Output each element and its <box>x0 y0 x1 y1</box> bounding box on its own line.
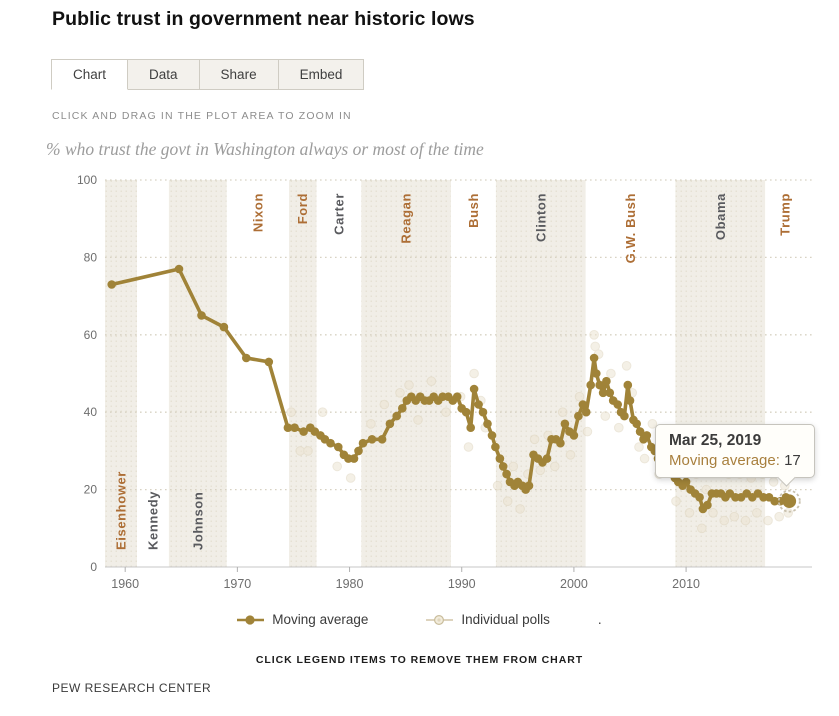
poll-point[interactable] <box>775 512 784 521</box>
highlighted-point[interactable] <box>783 494 797 508</box>
poll-point[interactable] <box>764 516 773 525</box>
data-point[interactable] <box>392 412 401 421</box>
poll-point[interactable] <box>516 505 525 514</box>
data-point[interactable] <box>643 431 652 440</box>
poll-point[interactable] <box>709 509 718 518</box>
data-point[interactable] <box>703 501 712 510</box>
poll-point[interactable] <box>615 423 624 432</box>
poll-point[interactable] <box>607 369 616 378</box>
president-label: Eisenhower <box>113 471 129 550</box>
poll-point[interactable] <box>558 408 567 417</box>
poll-point[interactable] <box>367 420 376 429</box>
data-point[interactable] <box>525 481 534 490</box>
y-axis-tick-label: 40 <box>83 405 97 420</box>
data-point[interactable] <box>586 381 595 390</box>
poll-point[interactable] <box>640 454 649 463</box>
president-label: Clinton <box>533 193 549 242</box>
data-point[interactable] <box>626 396 635 405</box>
data-point[interactable] <box>602 377 611 386</box>
legend-item-individual-polls[interactable] <box>426 612 550 627</box>
president-label: Bush <box>466 193 481 228</box>
tab-data[interactable]: Data <box>127 59 200 90</box>
y-axis-tick-label: 20 <box>83 482 97 497</box>
poll-point[interactable] <box>380 400 389 409</box>
tab-share[interactable]: Share <box>199 59 279 90</box>
data-point[interactable] <box>590 354 599 363</box>
legend-item-dot[interactable]: . <box>597 612 602 627</box>
data-point[interactable] <box>574 412 583 421</box>
poll-point[interactable] <box>333 462 342 471</box>
data-point[interactable] <box>354 447 363 456</box>
poll-point[interactable] <box>753 509 762 518</box>
poll-point[interactable] <box>530 435 539 444</box>
data-point[interactable] <box>359 439 368 448</box>
data-point[interactable] <box>582 408 591 417</box>
data-point[interactable] <box>695 493 704 502</box>
data-point[interactable] <box>290 423 299 432</box>
y-axis-tick-label: 100 <box>76 173 97 187</box>
data-point[interactable] <box>326 439 335 448</box>
poll-point[interactable] <box>741 516 750 525</box>
data-point[interactable] <box>453 392 462 401</box>
data-point[interactable] <box>543 454 552 463</box>
data-point[interactable] <box>620 412 629 421</box>
poll-point[interactable] <box>575 392 584 401</box>
tab-chart[interactable]: Chart <box>51 59 128 90</box>
data-point[interactable] <box>502 470 511 479</box>
individual-polls-marker-icon <box>426 614 453 626</box>
data-point[interactable] <box>479 408 488 417</box>
poll-point[interactable] <box>442 408 451 417</box>
poll-point[interactable] <box>672 497 681 506</box>
poll-point[interactable] <box>784 509 793 518</box>
y-axis-tick-label: 0 <box>90 560 97 574</box>
data-point[interactable] <box>624 381 633 390</box>
data-point[interactable] <box>462 408 471 417</box>
data-point[interactable] <box>470 385 479 394</box>
plot-area[interactable] <box>0 165 839 610</box>
data-point[interactable] <box>197 311 206 320</box>
legend-note: CLICK LEGEND ITEMS TO REMOVE THEM FROM CHART <box>255 654 584 666</box>
poll-point[interactable] <box>346 474 355 483</box>
data-point[interactable] <box>334 443 343 452</box>
legend-label: Individual polls <box>461 612 550 627</box>
x-axis-tick-label: 1970 <box>223 577 252 591</box>
data-point[interactable] <box>242 354 251 363</box>
president-label: Obama <box>712 193 728 241</box>
data-point[interactable] <box>483 420 492 429</box>
president-label: Kennedy <box>145 490 161 550</box>
legend-label: Moving average <box>272 612 369 627</box>
data-point[interactable] <box>466 423 475 432</box>
data-point[interactable] <box>107 280 116 289</box>
data-point[interactable] <box>561 420 570 429</box>
data-point[interactable] <box>474 400 483 409</box>
data-point[interactable] <box>350 454 359 463</box>
poll-point[interactable] <box>405 381 414 390</box>
president-label: Nixon <box>250 193 266 233</box>
president-label: G.W. Bush <box>623 193 639 264</box>
data-point[interactable] <box>265 358 274 367</box>
data-point[interactable] <box>579 400 588 409</box>
president-label: Reagan <box>398 193 414 244</box>
poll-point[interactable] <box>590 331 599 340</box>
poll-point[interactable] <box>622 362 631 371</box>
poll-point[interactable] <box>769 478 778 487</box>
poll-point[interactable] <box>685 509 694 518</box>
poll-point[interactable] <box>470 369 479 378</box>
poll-point[interactable] <box>304 447 313 456</box>
poll-point[interactable] <box>427 377 436 386</box>
poll-point[interactable] <box>635 443 644 452</box>
data-point[interactable] <box>613 400 622 409</box>
data-point[interactable] <box>386 420 395 429</box>
poll-point[interactable] <box>730 512 739 521</box>
data-point[interactable] <box>606 389 615 398</box>
poll-point[interactable] <box>720 516 729 525</box>
poll-point[interactable] <box>583 427 592 436</box>
x-axis-tick-label: 1980 <box>335 577 364 591</box>
data-point[interactable] <box>368 435 377 444</box>
data-point[interactable] <box>398 404 407 413</box>
data-point[interactable] <box>491 443 500 452</box>
president-label: Ford <box>295 193 311 225</box>
tab-bar <box>52 59 364 90</box>
poll-point[interactable] <box>287 408 296 417</box>
chart-subtitle: % who trust the govt in Washington always or most of the time <box>46 139 484 159</box>
tooltip-value: 17 <box>784 452 801 469</box>
poll-point[interactable] <box>601 412 610 421</box>
poll-point[interactable] <box>698 524 707 533</box>
x-axis-tick-label: 2000 <box>560 577 588 591</box>
data-point[interactable] <box>570 431 579 440</box>
poll-point[interactable] <box>536 466 545 475</box>
tooltip-value-line <box>669 452 801 469</box>
page-title: Public trust in government near historic lows <box>52 8 475 30</box>
zoom-hint-text: CLICK AND DRAG IN THE PLOT AREA TO ZOOM IN <box>52 110 352 122</box>
data-point[interactable] <box>592 369 601 378</box>
data-point[interactable] <box>632 420 641 429</box>
data-point[interactable] <box>496 454 505 463</box>
y-axis-tick-label: 60 <box>83 327 97 342</box>
legend-item-moving-average[interactable] <box>237 612 368 627</box>
tooltip-date: Mar 25, 2019 <box>669 432 762 449</box>
data-point[interactable] <box>175 265 184 274</box>
x-axis-tick-label: 2010 <box>672 577 700 591</box>
legend <box>0 612 839 627</box>
president-label: Carter <box>331 193 347 235</box>
poll-point[interactable] <box>551 462 560 471</box>
poll-point[interactable] <box>566 451 575 460</box>
poll-point[interactable] <box>464 443 473 452</box>
data-point[interactable] <box>488 431 497 440</box>
x-axis-tick-label: 1990 <box>447 577 476 591</box>
poll-point[interactable] <box>414 416 423 425</box>
data-point[interactable] <box>220 323 229 332</box>
data-point[interactable] <box>682 478 691 487</box>
poll-point[interactable] <box>509 462 518 471</box>
moving-average-marker-icon <box>237 614 264 626</box>
tooltip-series-label: Moving average: <box>669 452 780 469</box>
tooltip <box>655 424 815 478</box>
poll-point[interactable] <box>318 408 327 417</box>
data-point[interactable] <box>378 435 387 444</box>
president-label: Trump <box>777 193 793 236</box>
poll-point[interactable] <box>396 389 405 398</box>
source-attribution: PEW RESEARCH CENTER <box>52 681 212 695</box>
y-axis-tick-label: 80 <box>83 250 97 265</box>
poll-point[interactable] <box>493 481 502 490</box>
president-band <box>289 180 317 567</box>
x-axis-tick-label: 1960 <box>111 577 140 591</box>
data-point[interactable] <box>499 462 508 471</box>
poll-point[interactable] <box>503 497 512 506</box>
president-label: Johnson <box>190 491 206 550</box>
data-point[interactable] <box>556 439 565 448</box>
poll-point[interactable] <box>591 342 600 351</box>
tab-embed[interactable]: Embed <box>278 59 365 90</box>
